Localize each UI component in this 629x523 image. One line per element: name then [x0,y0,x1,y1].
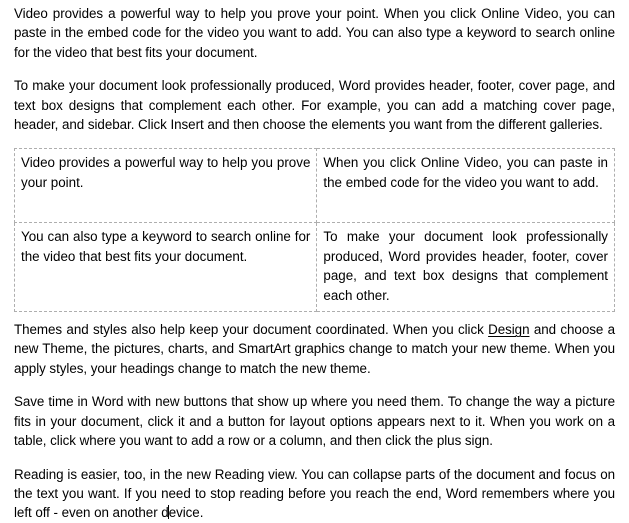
table-cell-text: Video provides a powerful way to help you prove your point. [21,155,311,190]
paragraph-professional-look: To make your document look professionally produced, Word provides header, footer, cover page, and text box designs that complement each other. For example, you can add a matching cover page, header, and sidebar. Click Insert and then choose the elements you want from the different galleries. [14,78,615,133]
text-before-caret: Reading is easier, too, in the new Reading view. You can collapse parts of the document and focus on the text you want. If you need to stop reading before you reach the end, Word remembers where you left off - even on another d [14,466,615,521]
table-cell[interactable] [317,223,615,312]
paragraph-reading-view [14,465,615,523]
text-after-caret: evice. [168,505,204,521]
paragraph-lead-text: Themes and styles also help keep your document coordinated. When you click [14,322,489,338]
design-link[interactable]: Design [488,322,530,338]
content-table-wrapper [14,148,615,312]
table-row [15,223,615,312]
content-table [14,148,615,312]
table-cell[interactable] [15,223,317,312]
table-cell[interactable] [317,149,615,223]
paragraph-trail-text: and choose a new Theme, the pictures, charts, and SmartArt graphics change to match your new theme. When you apply styles, your headings change to match the new theme. [14,322,616,376]
table-cell[interactable] [15,149,317,223]
table-cell-text: When you click Online Video, you can paste in the embed code for the video you want to add. [323,155,608,190]
paragraph-themes-styles [14,320,615,378]
paragraph-save-time: Save time in Word with new buttons that show up where you need them. To change the way a picture fits in your document, click it and a button for layout options appears next to it. When you work on a table, click where you want to add a row or a column, and then click the plus sign. [14,394,615,449]
paragraph-video-intro: Video provides a powerful way to help you prove your point. When you click Online Video, you can paste in the embed code for the video you want to add. You can also type a keyword to search online for the video that best fits your document. [14,6,615,60]
table-cell-text: You can also type a keyword to search online for the video that best fits your document. [21,229,311,264]
table-row [15,149,615,223]
table-cell-text: To make your document look professionally produced, Word provides header, footer, cover page, and text box designs that complement each other. [323,229,608,303]
